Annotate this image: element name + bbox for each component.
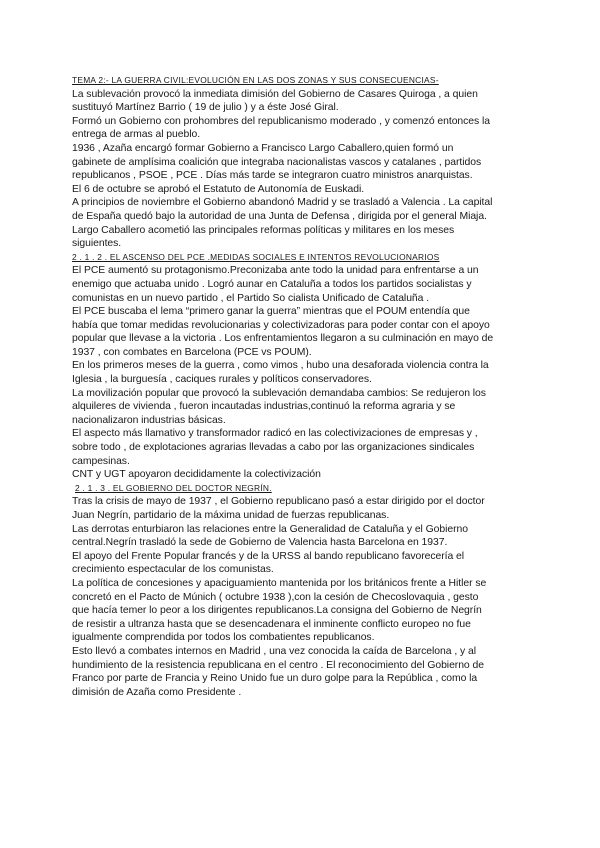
text-line: Tras la crisis de mayo de 1937 , el Gobierno republicano pasó a estar dirigido por el doctor xyxy=(72,496,485,508)
text-line: igualmente comprendida por todos los combatientes republicanos. xyxy=(72,632,375,644)
text-line: sobre todo , de explotaciones agrarias llevadas a cabo por las organizaciones sindicales xyxy=(72,442,475,454)
text-line: El apoyo del Frente Popular francés y de la URSS al bando republicano favorecería el xyxy=(72,550,465,562)
text-line: nacionalizaron industrias básicas. xyxy=(72,414,226,426)
text-line: Formó un Gobierno con prohombres del republicanismo moderado , y comenzó entonces la xyxy=(72,115,491,127)
text-line: siguientes. xyxy=(72,238,122,250)
text-line: El 6 de octubre se aprobó el Estatuto de Autonomía de Euskadi. xyxy=(72,183,365,195)
text-line: popular que llevase a la victoria . Los enfrentamientos llegaron a su culminación en mayo de xyxy=(72,333,494,345)
text-line: Largo Caballero acometió las principales reformas políticas y militares en los meses xyxy=(72,224,455,236)
text-line: El PCE aumentó su protagonismo.Preconizaba ante todo la unidad para enfrentarse a un xyxy=(72,265,479,277)
text-line: gabinete de amplísima coalición que integraba nacionalistas vascos y catalanes , partidos xyxy=(72,156,482,168)
text-line: sustituyó Martínez Barrio ( 19 de julio ) y a éste José Giral. xyxy=(72,102,339,114)
text-line: central.Negrín trasladó la sede de Gobierno de Valencia hasta Barcelona en 1937. xyxy=(72,537,448,549)
text-line: El aspecto más llamativo y transformador radicó en las colectivizaciones de empresas y , xyxy=(72,428,478,440)
text-line: que hacía temer lo peor a los dirigentes republicanos.La consigna del Gobierno de Negrín xyxy=(72,605,482,617)
text-line: 1936 , Azaña encargó formar Gobierno a Francisco Largo Caballero,quien formó un xyxy=(72,142,454,154)
section-heading: 2 . 1 . 2 . EL ASCENSO DEL PCE .MEDIDAS SOCIALES E INTENTOS REVOLUCIONARIOS xyxy=(72,251,440,262)
text-line: CNT y UGT apoyaron decididamente la colectivización xyxy=(72,469,321,481)
text-line: Iglesia , la burguesía , caciques rurales y políticos conservadores. xyxy=(72,374,372,386)
text-line: de España quedó bajo la autoridad de una Junta de Defensa , dirigida por el general Miaja. xyxy=(72,210,487,222)
text-line: enemigo que actuaba unido . Logró aunar en Cataluña a todos los partidos socialistas y xyxy=(72,278,472,290)
text-line: alquileres de vivienda , fueron incautadas industrias,continuó la reforma agraria y se xyxy=(72,401,456,413)
text-line: entrega de armas al pueblo. xyxy=(72,129,201,141)
text-line: Juan Negrín, partidario de la máxima unidad de fuerzas republicanas. xyxy=(72,510,390,521)
text-line: En los primeros meses de la guerra , como vimos , hubo una desaforada violencia contra la xyxy=(72,360,489,372)
text-line: comunistas en un nuevo partido , el Partido So cialista Unificado de Cataluña . xyxy=(72,292,430,304)
section-heading: TEMA 2:- LA GUERRA CIVIL:EVOLUCIÓN EN LAS DOS ZONAS Y SUS CONSECUENCIAS- xyxy=(72,75,439,85)
text-line: republicanos , PSOE , PCE . Días más tarde se integraron cuatro ministros anarquistas. xyxy=(72,170,473,182)
text-line: campesinas. xyxy=(72,455,130,467)
text-line: dimisión de Azaña como Presidente . xyxy=(72,686,242,698)
text-line: La sublevación provocó la inmediata dimisión del Gobierno de Casares Quiroga , a quien xyxy=(72,88,478,100)
text-line: Esto llevó a combates internos en Madrid , una vez conocida la caída de Barcelona , y al xyxy=(72,645,476,657)
text-line: había que tomar medidas revolucionarias y colectivizadoras para poder contar con el apoyo xyxy=(72,319,490,331)
text-line: El PCE buscaba el lema “primero ganar la guerra” mientras que el POUM entendía que xyxy=(72,306,470,318)
section-heading: 2 . 1 . 3 . EL GOBIERNO DEL DOCTOR NEGRÍN. xyxy=(75,482,272,493)
text-line: 1937 , con combates en Barcelona (PCE vs POUM). xyxy=(72,346,312,358)
text-line: La política de concesiones y apaciguamiento mantenida por los británicos frente a Hitler se xyxy=(72,577,487,589)
text-line: concretó en el Pacto de Múnich ( octubre 1938 ),con la cesión de Checoslovaquia , gesto xyxy=(72,591,479,603)
text-line: Las derrotas enturbiaron las relaciones entre la Generalidad de Cataluña y el Gobierno xyxy=(72,523,468,535)
text-line: La movilización popular que provocó la sublevación demandaba cambios: Se redujeron los xyxy=(72,387,486,399)
text-line: Franco por parte de Francia y Reino Unido fue un duro golpe para la República , como la xyxy=(72,673,478,685)
text-line: A principios de noviembre el Gobierno abandonó Madrid y se trasladó a Valencia . La capital xyxy=(72,197,493,209)
text-line: de resistir a ultranza hasta que se desencadenara el inminente conflicto europeo no fue xyxy=(72,618,471,630)
text-line: hundimiento de la resistencia republicana en el centro . El reconocimiento del Gobierno de xyxy=(72,659,484,671)
text-line: crecimiento espectacular de los comunistas. xyxy=(72,564,274,576)
